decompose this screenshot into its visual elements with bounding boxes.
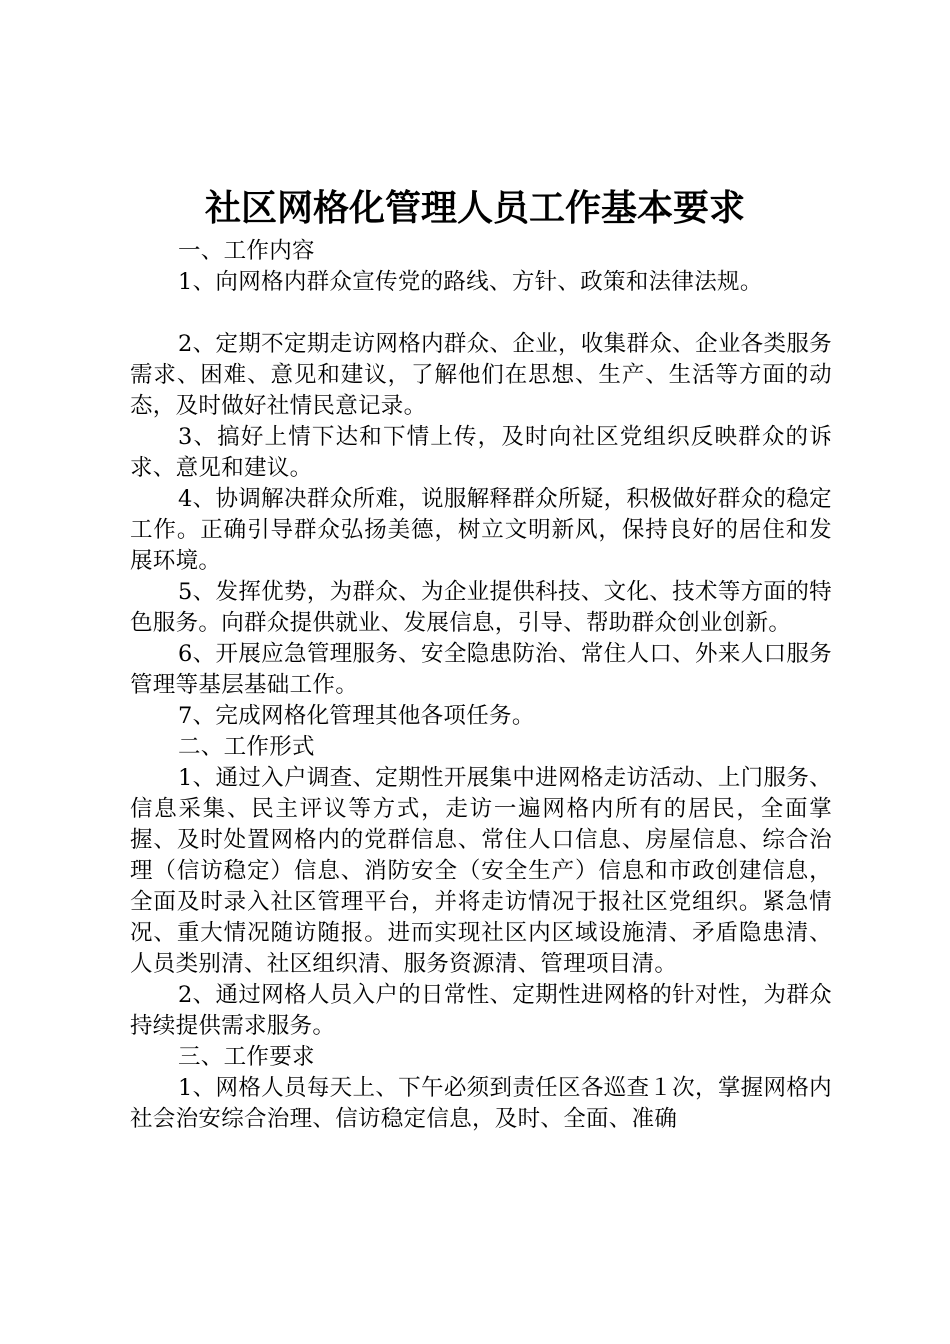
paragraph-content-1: 1、向网格内群众宣传党的路线、方针、政策和法律法规。 [178,269,763,295]
paragraph-content-2: 2、定期不定期走访网格内群众、企业，收集群众、企业各类服务需求、困难、意见和建议，了解他们在思想、生产、生活等方面的动态，及时做好社情民意记录。 [130,331,832,419]
paragraph-content-7: 7、完成网格化管理其他各项任务。 [178,703,535,729]
paragraph-requirement-1: 1、网格人员每天上、下午必须到责任区各巡查１次，掌握网格内社会治安综合治理、信访稳定信息，及时、全面、准确 [130,1075,832,1132]
section-heading-work-requirements: 三、工作要求 [178,1044,315,1070]
paragraph-form-1: 1、通过入户调查、定期性开展集中进网格走访活动、上门服务、信息采集、民主评议等方式，走访一遍网格内所有的居民，全面掌握、及时处置网格内的党群信息、常住人口信息、房屋信息、综合治理（信访稳定）信息、消防安全（安全生产）信息和市政创建信息，全面及时录入社区管理平台，并将走访情况于报社区党组织。紧急情况、重大情况随访随报。进而实现社区内区域设施清、矛盾隐患清、人员类别清、社区组织清、服务资源清、管理项目清。 [130,765,832,977]
document-body [130,236,832,1135]
paragraph-content-3: 3、搞好上情下达和下情上传，及时向社区党组织反映群众的诉求、意见和建议。 [130,424,832,481]
paragraph-form-2: 2、通过网格人员入户的日常性、定期性进网格的针对性，为群众持续提供需求服务。 [130,982,832,1039]
paragraph-content-4: 4、协调解决群众所难，说服解释群众所疑，积极做好群众的稳定工作。正确引导群众弘扬美德，树立文明新风，保持良好的居住和发展环境。 [130,486,832,574]
blank-line [130,298,832,329]
section-heading-work-content: 一、工作内容 [178,238,315,264]
section-heading-work-form: 二、工作形式 [178,734,315,760]
document-title: 社区网格化管理人员工作基本要求 [204,188,745,229]
paragraph-content-5: 5、发挥优势，为群众、为企业提供科技、文化、技术等方面的特色服务。向群众提供就业、发展信息，引导、帮助群众创业创新。 [130,579,832,636]
paragraph-content-6: 6、开展应急管理服务、安全隐患防治、常住人口、外来人口服务管理等基层基础工作。 [130,641,832,698]
